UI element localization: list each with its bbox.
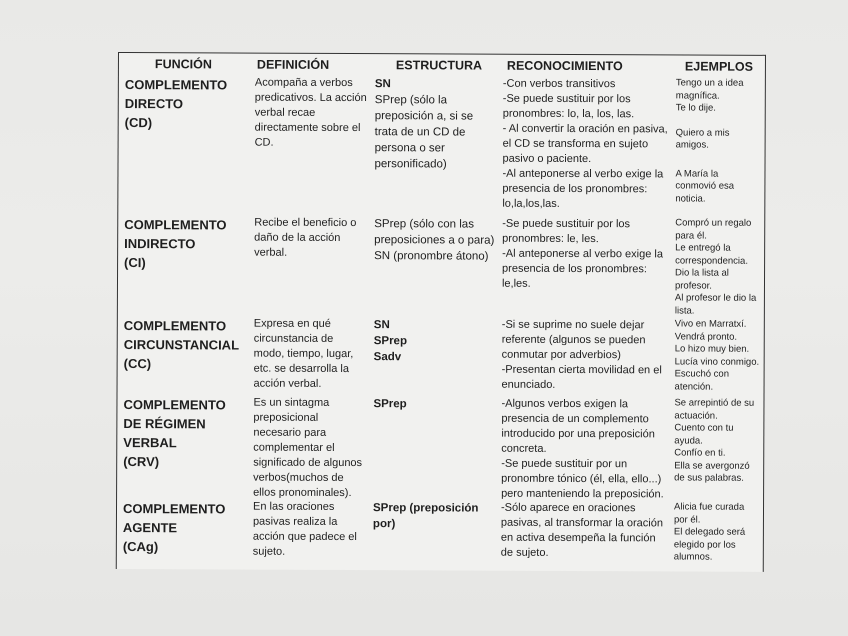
funcion-line: DE RÉGIMEN	[123, 416, 206, 432]
estructura-line: SPrep (sólo con las preposiciones a o para)	[374, 218, 495, 247]
estructura-line: SPrep (sólo la preposición a, si se trata de un CD de persona o ser personificado)	[374, 94, 474, 171]
funcion-line: INDIRECTO	[124, 236, 196, 252]
ejemplo-item: Te lo dije.	[675, 102, 716, 114]
table-row-ci	[118, 215, 764, 317]
funcion-cell	[123, 395, 251, 472]
funcion-line: (CC)	[123, 356, 152, 372]
estructura-line: SPrep	[373, 398, 407, 411]
ejemplo-item: A María la conmovió esa noticia.	[675, 167, 735, 205]
ejemplo-item: Dio la lista al profesor.	[674, 267, 729, 292]
definicion-cell: Es un sintagma preposicional necesario para complementar el significado de algunos verbos(muchos de ellos pronominales).	[253, 396, 363, 500]
estructura-cell	[373, 500, 497, 533]
ejemplo-item: Escuchó con atención.	[674, 368, 730, 393]
definicion-cell: Recibe el beneficio o daño de la acción verbal.	[254, 216, 357, 259]
reconocimiento-line: - Al convertir la oración en pasiva, el CD se transforma en sujeto pasivo o paciente.	[502, 122, 668, 166]
funcion-line: (CRV)	[123, 454, 160, 470]
funcion-line: AGENTE	[122, 520, 178, 536]
estructura-cell	[373, 396, 497, 413]
estructura-line: SN	[374, 78, 391, 91]
reconocimiento-line: -Al anteponerse al verbo exige la presencia de los pronombres: lo,la,los,las.	[502, 167, 664, 210]
grammar-table	[116, 52, 766, 572]
table-row-cc	[118, 316, 764, 393]
reconocimiento-line: -Si se suprime no suele dejar referente (algunos se pueden conmutar por adverbios)	[501, 318, 646, 362]
ejemplo-item: Lo hizo muy bien.	[674, 343, 750, 355]
estructura-cell	[374, 76, 498, 173]
funcion-line: DIRECTO	[124, 96, 184, 112]
header-estructura: ESTRUCTURA	[395, 58, 483, 73]
header-definicion: DEFINICIÓN	[256, 57, 330, 72]
header-ejemplos: EJEMPLOS	[684, 59, 754, 74]
ejemplos-cell	[675, 217, 761, 317]
reconocimiento-line: -Sólo aparece en oraciones pasivas, al transformar la oración en activa desempeña la función de sujeto.	[500, 501, 663, 559]
reconocimiento-line: -Presentan cierta movilidad en el enunciado.	[501, 363, 662, 391]
header-reconocimiento: RECONOCIMIENTO	[506, 58, 623, 74]
estructura-line: SN	[373, 319, 390, 332]
funcion-cell	[124, 215, 252, 273]
ejemplo-item: Vendrá pronto.	[674, 330, 738, 343]
funcion-line: (CD)	[124, 115, 153, 131]
reconocimiento-cell	[501, 501, 667, 562]
ejemplos-cell	[674, 397, 760, 485]
funcion-line: COMPLEMENTO	[123, 318, 227, 334]
table-row-crv	[118, 395, 764, 501]
funcion-cell	[123, 499, 251, 557]
reconocimiento-line: -Se puede sustituir por los pronombres: lo, la, los, las.	[502, 92, 635, 121]
funcion-line: COMPLEMENTO	[124, 77, 228, 93]
ejemplo-item: Confío en ti.	[674, 447, 726, 459]
estructura-line: SN (pronombre átono)	[374, 250, 489, 263]
ejemplo-item: Vivo en Marratxí.	[674, 318, 747, 330]
reconocimiento-cell	[502, 217, 668, 293]
header-funcion: FUNCIÓN	[154, 57, 212, 72]
ejemplo-item: Quiero a mis amigos.	[675, 126, 730, 151]
ejemplos-cell	[675, 77, 762, 205]
reconocimiento-cell	[502, 77, 669, 213]
ejemplo-item: El delegado será elegido por los alumnos.	[673, 526, 746, 563]
ejemplo-item: Alicia fue curada por él.	[673, 501, 745, 526]
table-row-cd	[119, 75, 765, 210]
ejemplos-cell	[675, 318, 761, 393]
estructura-line: Sadv	[373, 351, 402, 364]
ejemplo-item: Compró un regalo para él.	[675, 217, 752, 242]
ejemplo-item: Se arrepintió de su actuación.	[674, 397, 755, 422]
funcion-line: COMPLEMENTO	[124, 217, 227, 233]
ejemplo-item: Tengo un a idea magnífica.	[675, 77, 744, 102]
reconocimiento-line: -Se puede sustituir por los pronombres: le, les.	[502, 217, 631, 246]
ejemplos-cell	[674, 501, 760, 564]
funcion-line: (CAg)	[122, 539, 159, 555]
ejemplo-item: Cuento con tu ayuda.	[674, 422, 734, 447]
definicion-cell: En las oraciones pasivas realiza la acción que padece el sujeto.	[252, 500, 357, 558]
reconocimiento-line: -Con verbos transitivos	[502, 77, 616, 91]
funcion-line: CIRCUNSTANCIAL	[123, 337, 240, 353]
funcion-cell	[125, 75, 253, 133]
ejemplo-item: Ella se avergonzó de sus palabras.	[674, 459, 750, 484]
reconocimiento-line: -Al anteponerse al verbo exige la presencia de los pronombres: le,les.	[501, 247, 663, 290]
ejemplo-item: Lucía vino conmigo.	[674, 355, 760, 368]
definicion-cell: Acompaña a verbos predicativos. La acción verbal recae directamente sobre el CD.	[254, 76, 367, 149]
reconocimiento-cell	[502, 318, 668, 394]
estructura-cell	[374, 216, 498, 265]
reconocimiento-line: -Se puede sustituir por un pronombre tónico (él, ella, ello...) pero manteniendo la preposición.	[501, 457, 664, 501]
reconocimiento-line: -Algunos verbos exigen la presencia de un complemento introducido por una preposición concreta.	[501, 397, 655, 455]
funcion-line: VERBAL	[123, 435, 177, 451]
funcion-line: COMPLEMENTO	[122, 501, 226, 517]
funcion-cell	[124, 316, 252, 374]
funcion-line: COMPLEMENTO	[123, 397, 226, 413]
estructura-line: SPrep	[373, 335, 408, 348]
ejemplo-item: Al profesor le dio la lista.	[674, 292, 757, 317]
funcion-line: (CI)	[124, 255, 146, 271]
estructura-cell	[374, 317, 498, 366]
estructura-line: SPrep (preposición por)	[372, 502, 479, 531]
definicion-cell: Expresa en qué circunstancia de modo, tiempo, lugar, etc. se desarrolla la acción verbal.	[253, 317, 354, 390]
ejemplo-item: Le entregó la correspondencia.	[675, 242, 749, 267]
reconocimiento-cell	[501, 397, 667, 503]
